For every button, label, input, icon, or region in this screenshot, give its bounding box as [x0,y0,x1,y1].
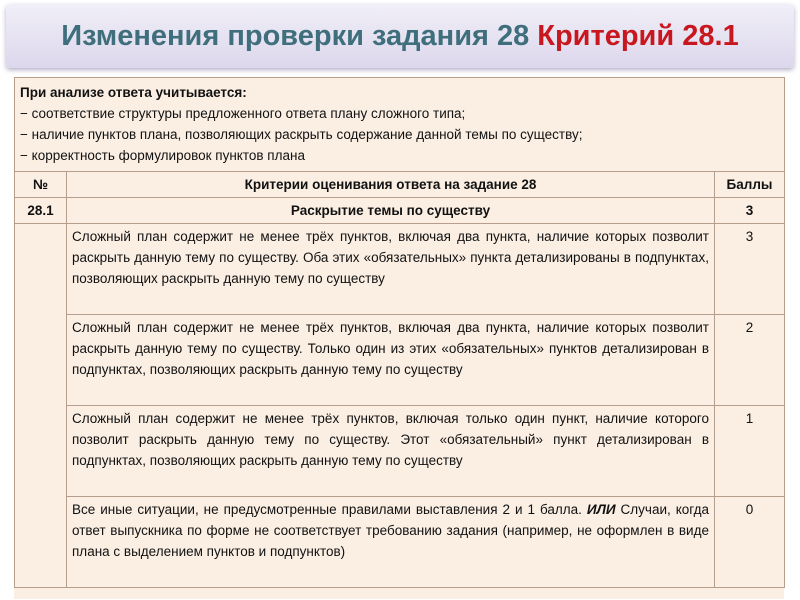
table-row [15,406,785,497]
intro-item: − соответствие структуры предложенного ответа плану сложного типа; [20,106,466,121]
header-row [15,172,785,198]
criteria-card [14,77,784,599]
header-criteria: Критерии оценивания ответа на задание 28 [67,172,715,198]
section-points: 3 [715,198,785,224]
intro-row [15,78,785,172]
criterion-points: 0 [715,497,785,588]
table-row [15,224,785,315]
intro-item: − корректность формулировок пунктов плана [20,148,305,163]
table-row [15,315,785,406]
criterion-text: Сложный план содержит не менее трёх пунктов, включая два пункта, наличие которых позволит раскрыть данную тему по существу. Оба этих «обязательных» пункта детализированы в подпунктах, позволяющих раскрыть данную тему по существу [67,224,715,315]
criterion-text: Сложный план содержит не менее трёх пунктов, включая два пункта, наличие которых позволит раскрыть данную тему по существу. Только один из этих «обязательных» пунктов детализирован в подпунктах, позволяющих раскрыть данную тему по существу [67,315,715,406]
page-title-criterion: Критерий 28.1 [537,19,739,52]
empty-num-cell [15,224,67,588]
title-bar [6,4,794,68]
criterion-emphasis: ИЛИ [586,502,616,517]
table-row [15,497,785,588]
section-title: Раскрытие темы по существу [67,198,715,224]
section-num: 28.1 [15,198,67,224]
intro-cell [15,78,785,172]
criterion-text [67,497,715,588]
header-points: Баллы [715,172,785,198]
criterion-text: Сложный план содержит не менее трёх пунктов, включая только один пункт, наличие которого позволит раскрыть данную тему по существу. Этот «обязательный» пункт детализирован в подпунктах, позволяющих раскрыть данную тему по существу [67,406,715,497]
criterion-text-part: Случаи, когда ответ выпускника по форме не соответствует требованию задания (например, не оформлен в виде плана с выделением пунктов и подпунктов) [72,502,709,559]
intro-item: − наличие пунктов плана, позволяющих раскрыть содержание данной темы по существу; [20,127,583,142]
header-num: № [15,172,67,198]
criterion-points: 1 [715,406,785,497]
criterion-text-part: Все иные ситуации, не предусмотренные правилами выставления 2 и 1 балла. [72,502,582,517]
section-row [15,198,785,224]
intro-heading: При анализе ответа учитывается: [20,85,247,100]
criterion-points: 3 [715,224,785,315]
page-title: Изменения проверки задания 28 [61,19,530,52]
criterion-points: 2 [715,315,785,406]
criteria-table [14,77,785,588]
